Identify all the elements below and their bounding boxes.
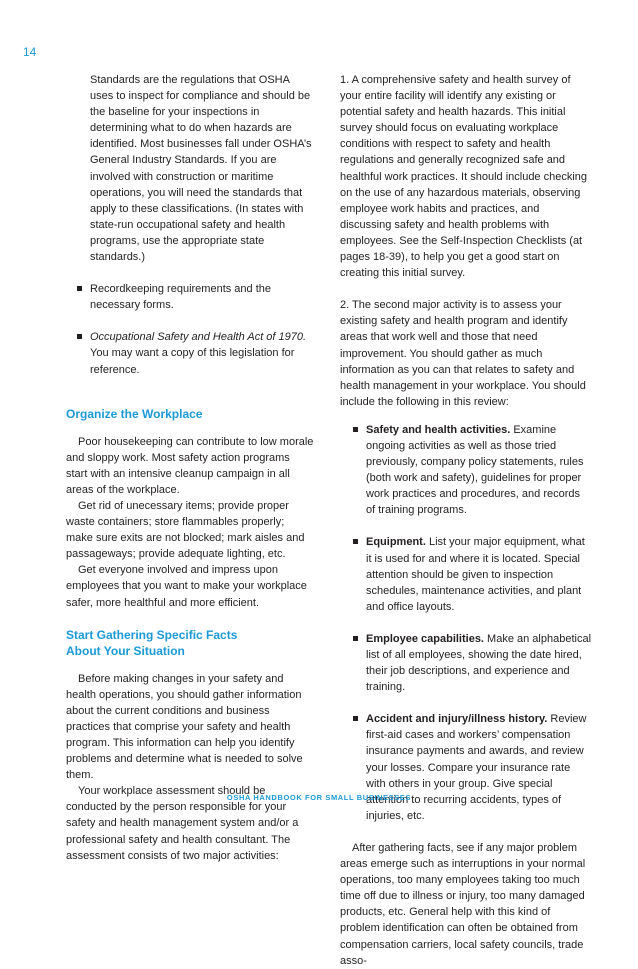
footer: OSHA HANDBOOK FOR SMALL BUSINESSES bbox=[226, 793, 412, 802]
bullet-title: Occupational Safety and Health Act of 1970. bbox=[90, 331, 307, 344]
bullet-text: You may want a copy of this legislation for reference. bbox=[90, 347, 295, 376]
item-title: Equipment. bbox=[366, 536, 426, 549]
heading-line-1: Start Gathering Specific Facts bbox=[66, 627, 238, 642]
left-column bbox=[66, 72, 314, 880]
item-text: List your major equipment, what it is used for and where it is located. Special attention should be given to inspection schedules, maintenance activities, and plant and office layouts. bbox=[366, 536, 585, 613]
right-column-continuation bbox=[340, 72, 592, 281]
square-bullet-icon bbox=[77, 286, 82, 291]
item-title: Safety and health activities. bbox=[366, 423, 511, 436]
heading-organize-workplace: Organize the Workplace bbox=[66, 406, 203, 421]
square-bullet-icon bbox=[353, 539, 358, 544]
page-number: 14 bbox=[23, 45, 37, 59]
item-text: Examine ongoing activities as well as those tried previously, company policy statements, rules (both work and safety), guidelines for proper work practices and procedures, and records of training programs. bbox=[366, 423, 584, 517]
square-bullet-icon bbox=[353, 716, 358, 721]
square-bullet-icon bbox=[77, 334, 82, 339]
organize-paragraph-2: Get rid of unecessary items; provide proper waste containers; store flammables properly; make sure exits are not blocked; mark aisles and passageways; provide adequate lighting, etc. bbox=[66, 499, 305, 561]
item-text: Make an alphabetical list of all employees, showing the date hired, their job descriptions, and experience and training. bbox=[366, 632, 592, 694]
facts-paragraph-2: Your workplace assessment should be conducted by the person responsible for your safety and health management system and/or a professional safety and health consultant. The assessment consists of two major activities: bbox=[66, 785, 299, 862]
organize-paragraph-3: Get everyone involved and impress upon employees that you want to make your workplace safer, more healthful and more efficient. bbox=[66, 564, 307, 609]
square-bullet-icon bbox=[353, 427, 358, 432]
heading-gathering-facts bbox=[66, 627, 314, 659]
standards-paragraph: Standards are the regulations that OSHA uses to inspect for compliance and should be the baseline for your inspections in determining what to do when hazards are identified. Most businesses fall under OSHA’s General Industry Standards. If you are involved with construction or maritime operations, you will need the standards that apply to these classifications. (In states with state-run occupational safety and health programs, use the appropriate state standards.) bbox=[90, 74, 312, 264]
facts-paragraph-1: Before making changes in your safety and health operations, you should gather information about the current conditions and business practices that comprise your safety and health program. This information can help you identify problems and determine what is needed to solve them. bbox=[66, 672, 303, 782]
list-item bbox=[340, 711, 592, 824]
item-text: Review first-aid cases and workers’ compensation insurance payments and awards, and review your losses. Compare your insurance rate with others in your group. Give special attention to recurring accidents, types of injuries, etc. bbox=[366, 713, 587, 822]
activity-2-paragraph: 2. The second major activity is to assess your existing safety and health program and identify areas that work well and those that need improvement. You should gather as much information as you can that relates to safety and health management in your workplace. You should include the following in this review: bbox=[340, 299, 586, 408]
organize-paragraph-1: Poor housekeeping can contribute to low morale and sloppy work. Most safety action programs start with an intensive cleanup campaign in all areas of the workplace. bbox=[66, 435, 314, 496]
facts-paragraph-3-continued: 1. A comprehensive safety and health survey of your entire facility will identify any existing or potential safety and health hazards. This initial survey should focus on evaluating workplace conditions with respect to safety and health regulations and generally recognized safe and healthful work practices. It should include checking on the use of any hazardous materials, observing employee work habits and practices, and discussing safety and health problems with employees. See the Self-Inspection Checklists (at pages 18-39), to help you get a good start on creating this initial survey. bbox=[340, 74, 588, 280]
item-title: Employee capabilities. bbox=[366, 632, 484, 645]
bullet-recordkeeping bbox=[66, 281, 314, 313]
list-item bbox=[340, 534, 592, 614]
list-item bbox=[340, 422, 592, 519]
square-bullet-icon bbox=[353, 636, 358, 641]
right-column bbox=[340, 297, 592, 968]
list-item bbox=[340, 631, 592, 695]
bullet-text: Recordkeeping requirements and the necessary forms. bbox=[90, 283, 272, 312]
bullet-osh-act bbox=[66, 329, 314, 377]
item-title: Accident and injury/illness history. bbox=[366, 713, 548, 726]
heading-line-2: About Your Situation bbox=[66, 643, 185, 658]
closing-paragraph: After gathering facts, see if any major problem areas emerge such as interruptions in your normal operations, too many employees taking too much time off due to illness or injury, too many damaged products, etc. General help with this kind of problem identification can often be obtained from compensation carriers, local safety councils, trade asso- bbox=[340, 841, 586, 967]
